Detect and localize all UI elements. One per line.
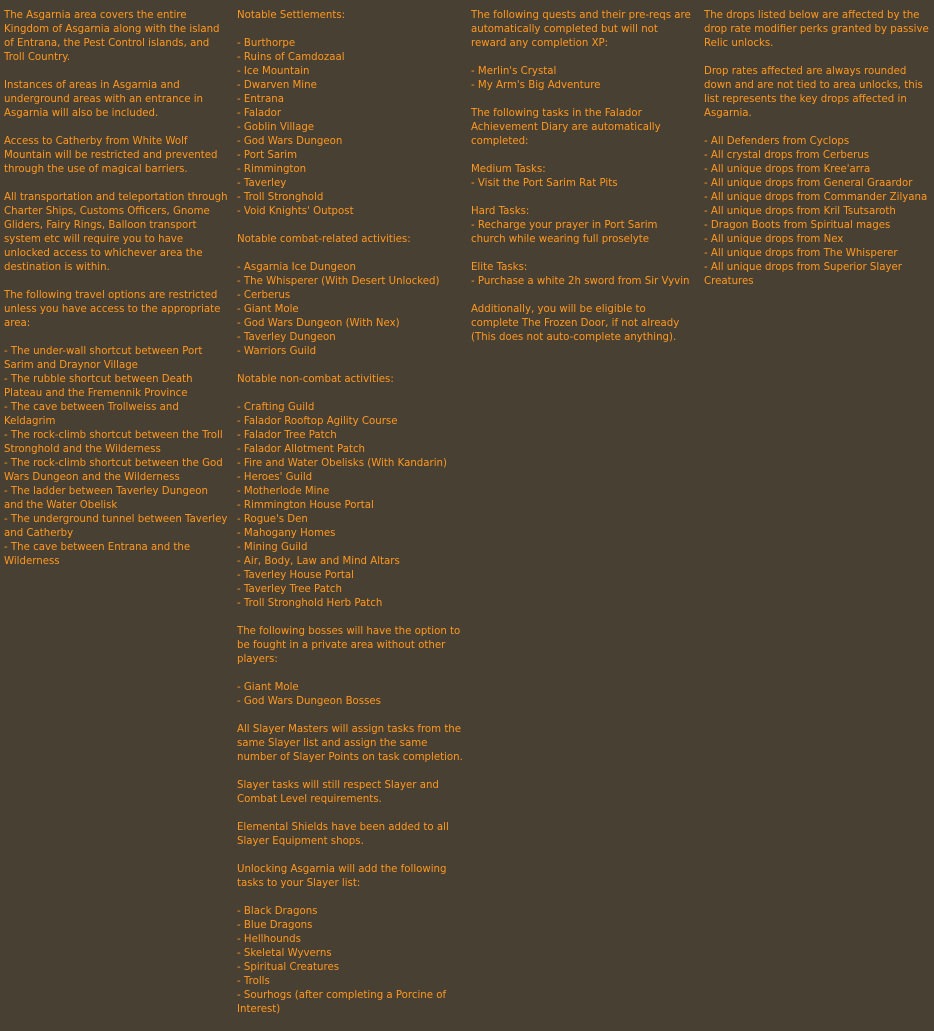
list-item: - Falador Allotment Patch — [237, 444, 365, 455]
info-paragraph: All transportation and teleportation through Charter Ships, Customs Officers, Gnome Gliders, Fairy Rings, Balloon transport system etc will require you to have unlocked access to whichever area the destination is within. — [4, 192, 228, 273]
info-list — [237, 261, 463, 359]
info-paragraph: The drops listed below are affected by the drop rate modifier perks granted by passive Relic unlocks. — [704, 10, 929, 49]
list-item: - Void Knights' Outpost — [237, 206, 354, 217]
info-paragraph: Access to Catherby from White Wolf Mountain will be restricted and prevented through the use of magical barriers. — [4, 136, 218, 175]
list-item: - Mining Guild — [237, 542, 308, 553]
list-item: - The rock-climb shortcut between the Troll Stronghold and the Wilderness — [4, 430, 223, 455]
info-paragraph: Elite Tasks: - Purchase a white 2h sword from Sir Vyvin — [471, 262, 690, 287]
list-item: - Taverley Tree Patch — [237, 584, 342, 595]
list-item: - Spiritual Creatures — [237, 962, 340, 973]
list-item: - Crafting Guild — [237, 402, 315, 413]
info-list — [237, 37, 463, 219]
list-item: - All unique drops from Kree'arra — [704, 164, 871, 175]
info-paragraph: Notable combat-related activities: — [237, 234, 411, 245]
list-item: - Mahogany Homes — [237, 528, 336, 539]
list-item: - Taverley Dungeon — [237, 332, 336, 343]
info-paragraph: The following bosses will have the option to be fought in a private area without other players: — [237, 626, 461, 665]
list-item: - Entrana — [237, 94, 284, 105]
list-item: - All unique drops from Superior Slayer Creatures — [704, 262, 902, 287]
list-item: - All unique drops from General Graardor — [704, 178, 913, 189]
list-item: - Rogue's Den — [237, 514, 308, 525]
list-item: - The rock-climb shortcut between the God Wars Dungeon and the Wilderness — [4, 458, 223, 483]
list-item: - Ruins of Camdozaal — [237, 52, 345, 63]
list-item: - The under-wall shortcut between Port Sarim and Draynor Village — [4, 346, 203, 371]
list-item: - Motherlode Mine — [237, 486, 330, 497]
column-settlements-activities — [237, 9, 463, 1031]
info-paragraph: All Slayer Masters will assign tasks from the same Slayer list and assign the same number of Slayer Points on task completion. — [237, 724, 463, 763]
column-quests-diary — [471, 9, 695, 359]
list-item: - The Whisperer (With Desert Unlocked) — [237, 276, 440, 287]
list-item: - Burthorpe — [237, 38, 296, 49]
list-item: - Asgarnia Ice Dungeon — [237, 262, 356, 273]
info-paragraph: The Asgarnia area covers the entire Kingdom of Asgarnia along with the island of Entrana, the Pest Control islands, and Troll Country. — [4, 10, 220, 63]
list-item: - Trolls — [237, 976, 270, 987]
list-item: - Taverley House Portal — [237, 570, 354, 581]
list-item: - The rubble shortcut between Death Plateau and the Fremennik Province — [4, 374, 193, 399]
info-paragraph: Slayer tasks will still respect Slayer and Combat Level requirements. — [237, 780, 439, 805]
list-item: - Sourhogs (after completing a Porcine of Interest) — [237, 990, 447, 1015]
info-paragraph: Instances of areas in Asgarnia and underground areas with an entrance in Asgarnia will also be included. — [4, 80, 203, 119]
info-list — [237, 905, 463, 1017]
list-item: - All unique drops from Nex — [704, 234, 844, 245]
list-item: - Falador Tree Patch — [237, 430, 337, 441]
column-drop-rates — [704, 9, 930, 303]
list-item: - Troll Stronghold — [237, 192, 324, 203]
list-item: - Giant Mole — [237, 304, 299, 315]
info-paragraph: Additionally, you will be eligible to complete The Frozen Door, if not already (This does not auto-complete anything). — [471, 304, 680, 343]
info-paragraph: Notable Settlements: — [237, 10, 346, 21]
info-list — [237, 681, 463, 709]
list-item: - Port Sarim — [237, 150, 298, 161]
list-item: - Taverley — [237, 178, 287, 189]
info-list — [471, 65, 695, 93]
list-item: - Falador Rooftop Agility Course — [237, 416, 398, 427]
list-item: - All Defenders from Cyclops — [704, 136, 850, 147]
info-paragraph: Medium Tasks: - Visit the Port Sarim Rat Pits — [471, 164, 618, 189]
list-item: - Black Dragons — [237, 906, 318, 917]
list-item: - Ice Mountain — [237, 66, 310, 77]
column-general-rules — [4, 9, 228, 583]
list-item: - The ladder between Taverley Dungeon and the Water Obelisk — [4, 486, 208, 511]
list-item: - The cave between Trollweiss and Keldagrim — [4, 402, 179, 427]
list-item: - Blue Dragons — [237, 920, 313, 931]
info-paragraph: Drop rates affected are always rounded down and are not tied to area unlocks, this list represents the key drops affected in Asgarnia. — [704, 66, 923, 119]
list-item: - Troll Stronghold Herb Patch — [237, 598, 383, 609]
info-paragraph: The following quests and their pre-reqs are automatically completed but will not reward any completion XP: — [471, 10, 691, 49]
list-item: - Fire and Water Obelisks (With Kandarin) — [237, 458, 447, 469]
list-item: - God Wars Dungeon Bosses — [237, 696, 381, 707]
info-list — [237, 401, 463, 611]
list-item: - Giant Mole — [237, 682, 299, 693]
list-item: - All crystal drops from Cerberus — [704, 150, 870, 161]
info-paragraph: Notable non-combat activities: — [237, 374, 394, 385]
list-item: - Air, Body, Law and Mind Altars — [237, 556, 400, 567]
list-item: - Rimmington House Portal — [237, 500, 374, 511]
list-item: - The cave between Entrana and the Wilderness — [4, 542, 191, 567]
list-item: - All unique drops from Commander Zilyana — [704, 192, 928, 203]
list-item: - My Arm's Big Adventure — [471, 80, 601, 91]
list-item: - Rimmington — [237, 164, 307, 175]
list-item: - The underground tunnel between Taverley and Catherby — [4, 514, 228, 539]
info-paragraph: The following travel options are restricted unless you have access to the appropriate area: — [4, 290, 221, 329]
list-item: - Merlin's Crystal — [471, 66, 557, 77]
info-paragraph: The following tasks in the Falador Achievement Diary are automatically completed: — [471, 108, 661, 147]
info-list — [4, 345, 228, 569]
list-item: - God Wars Dungeon (With Nex) — [237, 318, 400, 329]
info-paragraph: Hard Tasks: - Recharge your prayer in Port Sarim church while wearing full proselyte — [471, 206, 658, 245]
list-item: - Cerberus — [237, 290, 291, 301]
list-item: - God Wars Dungeon — [237, 136, 343, 147]
list-item: - Skeletal Wyverns — [237, 948, 332, 959]
list-item: - Heroes' Guild — [237, 472, 313, 483]
list-item: - Warriors Guild — [237, 346, 317, 357]
list-item: - Falador — [237, 108, 282, 119]
info-paragraph: Elemental Shields have been added to all Slayer Equipment shops. — [237, 822, 449, 847]
info-paragraph: Unlocking Asgarnia will add the following tasks to your Slayer list: — [237, 864, 447, 889]
list-item: - All unique drops from The Whisperer — [704, 248, 898, 259]
list-item: - Goblin Village — [237, 122, 315, 133]
list-item: - Dragon Boots from Spiritual mages — [704, 220, 891, 231]
list-item: - All unique drops from Kril Tsutsaroth — [704, 206, 896, 217]
list-item: - Dwarven Mine — [237, 80, 317, 91]
info-list — [704, 135, 930, 289]
list-item: - Hellhounds — [237, 934, 301, 945]
